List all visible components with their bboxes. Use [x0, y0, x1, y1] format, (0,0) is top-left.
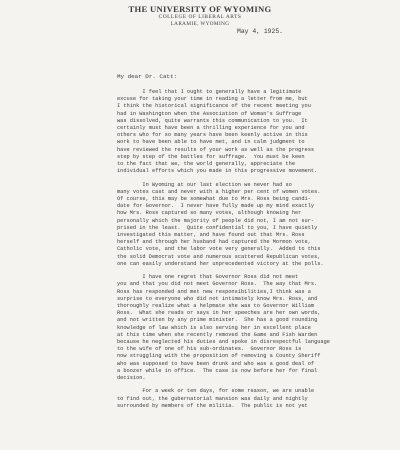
text-line: and not written by any prime minister. She has a good rounding: [117, 317, 318, 324]
text-line: to find out, the gubernatorial mansion was daily and nightly: [117, 395, 308, 402]
letter-paragraph: [117, 274, 387, 382]
text-line: was dissolved, quite warrants this communication to you. It: [117, 117, 308, 124]
text-line: surprise to everyone who did not intimately know Mrs. Ross, and: [117, 295, 318, 302]
letter-body: [117, 89, 387, 416]
text-line: Ross. What she reads or says in her speeches are her own words,: [117, 310, 321, 317]
text-line: excuse for taking your time in reading a letter from me, but: [117, 96, 308, 103]
text-line: because he neglected his duties and spoke in disrespectful language: [117, 338, 330, 345]
text-line: Ross has responded and met new responsibilities,I think was a: [117, 288, 311, 295]
text-line: you and that you did not meet Governor Ross. The way that Mrs.: [117, 281, 318, 288]
letter-date: May 4, 1925.: [237, 28, 284, 35]
text-line: I have one regret that Governor Ross did not meet: [117, 274, 299, 281]
text-line: I think the historical significance of the recent meeting you: [117, 103, 311, 110]
letterhead-location: LARAMIE, WYOMING: [170, 21, 230, 27]
text-line: thoroughly realize what a helpmate she was to Governor William: [117, 303, 315, 310]
text-line: to the fact that we, the world generally, appreciate the: [117, 160, 296, 167]
text-line: one can easily understand her unprecedented victory at the polls.: [117, 260, 324, 267]
text-line: decision.: [117, 374, 146, 381]
text-line: herself and through her husband had captured the Mormon vote,: [117, 239, 311, 246]
text-line: Of course, this may be somewhat due to Mrs. Ross being candi-: [117, 196, 311, 203]
text-line: the solid Democrat vote and numerous scattered Republican votes,: [117, 253, 321, 260]
text-line: For a week or ten days, for some reason, we are unable: [117, 388, 315, 395]
text-line: prised in the least. Quite confidential to you, I have quietly: [117, 224, 318, 231]
text-line: to the wife of one of his sub-ordinates. Governor Ross is: [117, 346, 302, 353]
text-line: who was supposed to have been drunk and who was a good deal of: [117, 360, 315, 367]
letterhead-university: THE UNIVERSITY OF WYOMING: [128, 4, 272, 14]
text-line: had in Washington when the Association of Woman's Suffrage: [117, 110, 302, 117]
text-line: others who for so many years have been keenly active in this: [117, 132, 308, 139]
text-line: investigated this matter, and have found out that Mrs. Ross: [117, 231, 305, 238]
text-line: many votes cast and never with a higher per cent of women votes.: [117, 188, 321, 195]
letter-paragraph: [117, 388, 387, 410]
letterhead-college: COLLEGE OF LIBERAL ARTS: [158, 14, 242, 20]
text-line: work to have been able to have met, and in calm judgment to: [117, 139, 305, 146]
text-line: I feel that I ought to generally have a legitimate: [117, 89, 302, 95]
text-line: date for Governor. I never have fully made up my mind exactly: [117, 203, 315, 210]
text-line: have reviewed the results of your work as well as the progress: [117, 146, 315, 153]
letter-paragraph: [117, 182, 387, 268]
text-line: certainly must have been a thrilling experience for you and: [117, 124, 305, 131]
text-line: step by step of the battles for suffrage. You must be keen: [117, 153, 305, 160]
text-line: In Wyoming at our last election we never had so: [117, 181, 292, 188]
text-line: personally which the majority of people did not, I am not sur-: [117, 217, 315, 224]
text-line: Catholic vote, and the labor vote very generally. Added to this: [117, 246, 321, 253]
salutation: My dear Dr. Catt:: [117, 73, 178, 80]
text-line: now struggling with the proposition of removing a County Sheriff: [117, 353, 321, 360]
text-line: knowledge of law which is also serving her in excellent place: [117, 324, 311, 331]
text-line: a boozer while in office. The case is now before her for final: [117, 367, 318, 374]
letter-paragraph: [117, 89, 387, 175]
text-line: surrounded by members of the militia. The public is not yet: [117, 402, 308, 409]
text-line: how Mrs. Ross captured so many votes, although knowing her: [117, 210, 302, 217]
text-line: at this time when she recently removed the Game and Fish Warden: [117, 331, 318, 338]
text-line: individual efforts which you made in this progressive movement.: [117, 168, 318, 175]
letterhead: [0, 4, 400, 27]
